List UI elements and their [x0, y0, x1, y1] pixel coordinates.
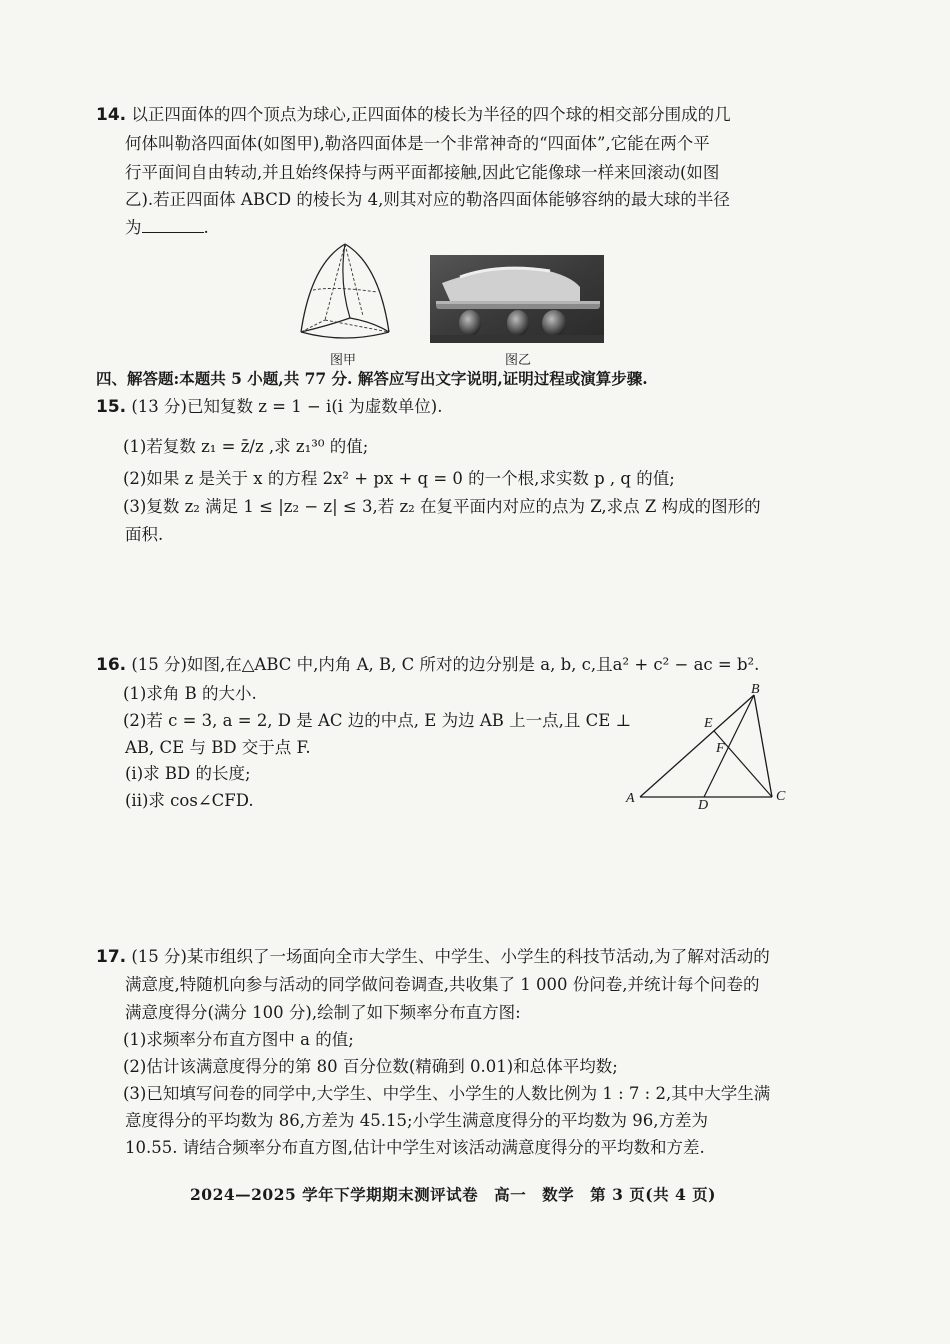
label-c: C: [776, 789, 786, 804]
q14-line-3: 行平面间自由转动,并且始终保持与两平面都接触,因此它能像球一样来回滚动(如图: [125, 163, 720, 182]
q16-part-1: (1)求角 B 的大小.: [123, 684, 257, 703]
page-footer: 2024—2025 学年下学期期末测评试卷 高一 数学 第 3 页(共 4 页): [190, 1185, 716, 1204]
q14-last-prefix: 为: [125, 218, 142, 237]
label-d: D: [698, 798, 709, 810]
label-b: B: [751, 682, 760, 697]
q17-line-2: 满意度,特随机向参与活动的同学做问卷调查,共收集了 1 000 份问卷,并统计每个问卷的: [125, 975, 760, 994]
q16-part-2b: AB, CE 与 BD 交于点 F.: [125, 738, 311, 757]
q14-text-1: 以正四面体的四个顶点为球心,正四面体的棱长为半径的四个球的相交部分围成的几: [131, 105, 731, 124]
q15-stem: [96, 396, 442, 418]
q14-last-suffix: .: [203, 218, 209, 237]
q15-number: 15.: [96, 397, 127, 417]
answer-blank: [142, 218, 204, 233]
reuleaux-tetrahedron-figure: [295, 240, 395, 346]
triangle-abc-figure: [622, 680, 802, 810]
rolling-photo-figure: [430, 255, 604, 343]
q17-text-1: (15 分)某市组织了一场面向全市大学生、中学生、小学生的科技节活动,为了解对活动的: [131, 947, 770, 966]
q17-line-1: [96, 946, 770, 968]
q14-line-5: [125, 217, 209, 239]
q16-part-2a: (2)若 c = 3, a = 2, D 是 AC 边的中点, E 为边 AB 上一点,且 CE ⊥: [123, 711, 632, 730]
q16-number: 16.: [96, 655, 127, 675]
q15-stem-text: (13 分)已知复数 z = 1 − i(i 为虚数单位).: [131, 397, 443, 416]
q17-number: 17.: [96, 947, 127, 967]
q15-part-3b: 面积.: [125, 525, 164, 544]
fig-a-caption: 图甲: [330, 353, 357, 368]
q16-part-2ii: (ii)求 cos∠CFD.: [125, 791, 254, 810]
q17-part-3c: 10.55. 请结合频率分布直方图,估计中学生对该活动满意度得分的平均数和方差.: [125, 1138, 705, 1157]
q17-part-2: (2)估计该满意度得分的第 80 百分位数(精确到 0.01)和总体平均数;: [123, 1057, 618, 1076]
q14-line-4: 乙).若正四面体 ABCD 的棱长为 4,则其对应的勒洛四面体能够容纳的最大球的半径: [125, 190, 730, 209]
q16-stem: [96, 654, 759, 676]
fig-b-caption: 图乙: [505, 353, 532, 368]
q17-line-3: 满意度得分(满分 100 分),绘制了如下频率分布直方图:: [125, 1003, 521, 1022]
label-f: F: [716, 741, 725, 756]
label-a: A: [626, 791, 635, 806]
q14-number: 14.: [96, 105, 127, 125]
q17-part-1: (1)求频率分布直方图中 a 的值;: [123, 1030, 354, 1049]
q15-part-3a: (3)复数 z₂ 满足 1 ≤ |z₂ − z| ≤ 3,若 z₂ 在复平面内对应的点为 Z,求点 Z 构成的图形的: [123, 497, 761, 516]
q16-stem-text: (15 分)如图,在△ABC 中,内角 A, B, C 所对的边分别是 a, b, c,且a² + c² − ac = b².: [131, 655, 760, 674]
q16-part-2i: (i)求 BD 的长度;: [125, 764, 251, 783]
q15-part-1: (1)若复数 z₁ = z̄/z ,求 z₁³⁰ 的值;: [123, 437, 369, 456]
label-e: E: [704, 716, 713, 731]
q17-part-3a: (3)已知填写问卷的同学中,大学生、中学生、小学生的人数比例为 1 : 7 : 2,其中大学生满: [123, 1084, 771, 1103]
q15-part-2: (2)如果 z 是关于 x 的方程 2x² + px + q = 0 的一个根,求实数 p , q 的值;: [123, 469, 675, 488]
q14-line-1: [96, 104, 731, 126]
q14-line-2: 何体叫勒洛四面体(如图甲),勒洛四面体是一个非常神奇的“四面体”,它能在两个平: [125, 134, 710, 153]
q17-part-3b: 意度得分的平均数为 86,方差为 45.15;小学生满意度得分的平均数为 96,方差为: [125, 1111, 709, 1130]
section-4-heading: 四、解答题:本题共 5 小题,共 77 分. 解答应写出文字说明,证明过程或演算步骤.: [96, 369, 648, 388]
